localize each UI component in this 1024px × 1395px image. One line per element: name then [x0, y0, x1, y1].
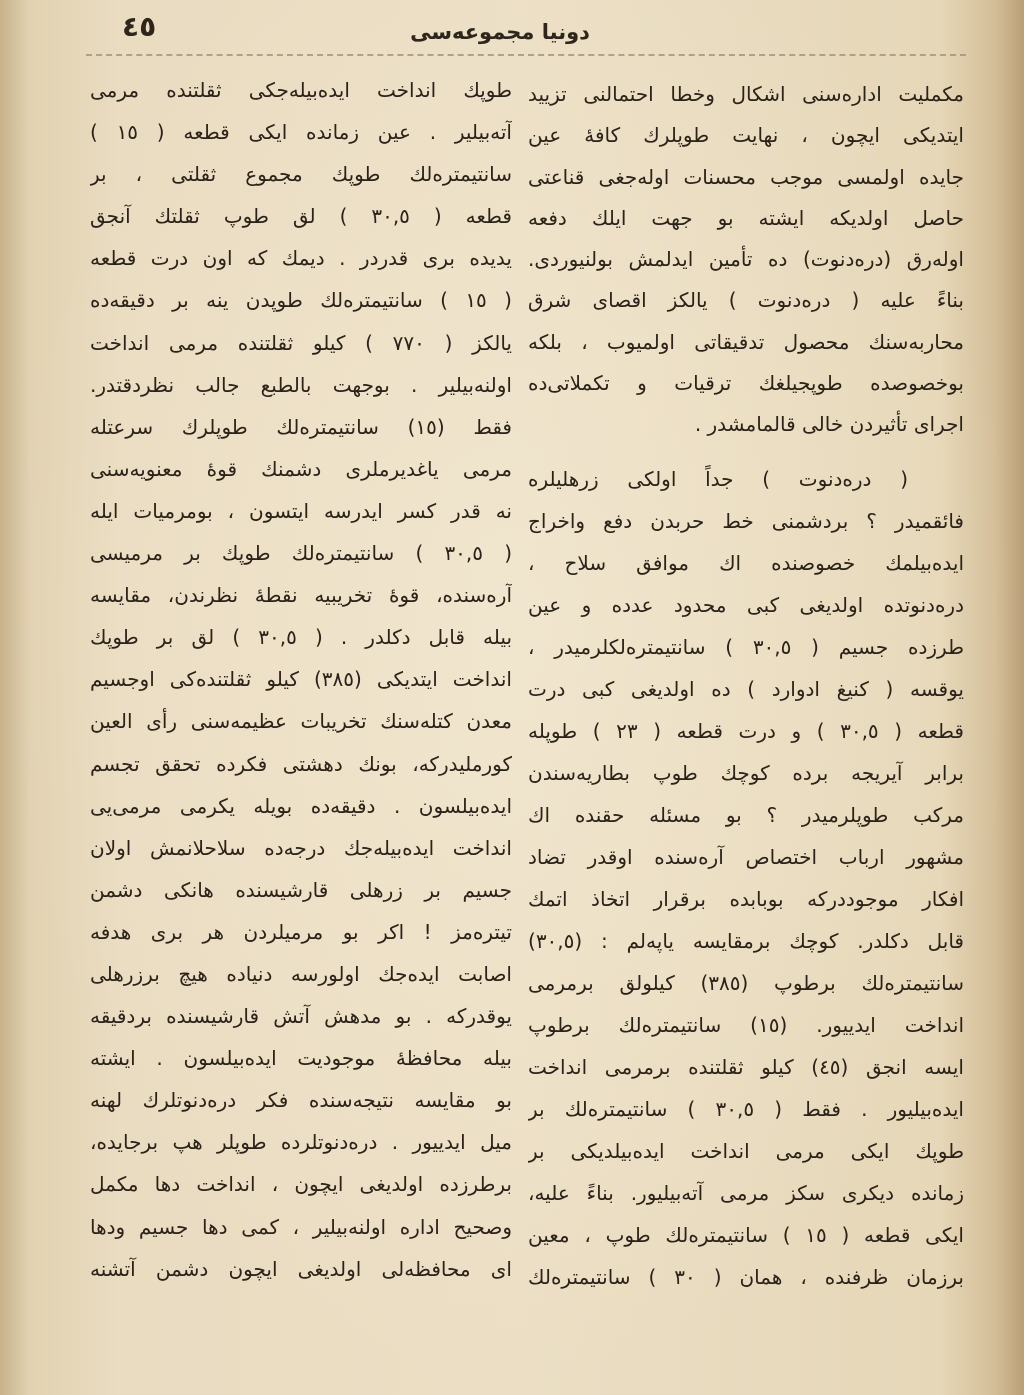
- text-line: ایده‌بیلسون . دقیقه‌ده بویله یکرمی مرمی‌یی: [90, 793, 512, 818]
- text-line: سانتیمتره‌لك طوپك مجموع ثقلتی ، بر: [90, 162, 512, 187]
- paragraph: [528, 74, 964, 446]
- text-line: بیله قابل دکلدر . ( ٣٠,٥ ) لق بر طوپك: [90, 625, 512, 650]
- text-line: میل ایدییور . دره‌دنوتلرده طوپلر هپ برجایده،: [90, 1130, 512, 1155]
- text-line: آره‌سنده، قوهٔ تخریبیه نقطهٔ نظرندن، مقایسه: [90, 583, 512, 608]
- text-line: دره‌دنوتده اولدیغی کبی محدود عدده و عین: [528, 592, 964, 617]
- page-number: ٤٥: [122, 10, 157, 43]
- text-line: یدیده بری قدردر . دیمك که اون درت قطعه: [90, 246, 512, 271]
- text-line: ایتدیکی ایچون ، نهایت طوپلرك کافهٔ عین: [528, 123, 964, 148]
- text-line: زمانده دیکری سکز مرمی آته‌بیلیور. بناءً علیه،: [528, 1180, 964, 1205]
- text-line: یوقدرکه . بو مدهش آتش قارشیسنده بردقیقه: [90, 1004, 512, 1029]
- text-line: جسیم بر زرهلی قارشیسنده هانکی دشمن: [90, 877, 512, 902]
- paragraph: [90, 69, 512, 1290]
- right-column: [528, 74, 964, 1298]
- text-line: کورملیدرکه، بونك دهشتی فکرده تحقق تجسم: [90, 751, 512, 776]
- header-rule: [86, 54, 966, 56]
- paragraph: [528, 458, 964, 1298]
- text-line: ( ١٥ ) سانتیمتره‌لك طوپدن ینه بر دقیقه‌ده: [90, 288, 512, 313]
- text-line: فائقمیدر ؟ بردشمنی خط حربدن دفع واخراج: [528, 508, 964, 533]
- text-line: یوقسه ( کنیغ ادوارد ) ده اولدیغی کبی درت: [528, 676, 964, 701]
- text-line: جایده اولمسی موجب محسنات اوله‌جغی قناعتی: [528, 164, 964, 189]
- text-line: انداخت ایتدیکی (٣٨٥) کیلو ثقلتنده‌کی اوجسیم: [90, 667, 512, 692]
- text-line: افکار موجوددرکه بوبابده برقرار اتخاذ اتمك: [528, 886, 964, 911]
- text-line: مشهور ارباب اختصاص آره‌سنده اوقدر تضاد: [528, 844, 964, 869]
- text-line: بو مقایسه نتیجه‌سنده فکر دره‌دنوتلرك لهنه: [90, 1088, 512, 1113]
- text-line: طرزده جسیم ( ٣٠,٥ ) سانتیمتره‌لکلرمیدر ،: [528, 634, 964, 659]
- text-line: انداخت ایدییور. (١٥) سانتیمتره‌لك برطوپ: [528, 1012, 964, 1037]
- text-line: بیله محافظهٔ موجودیت ایده‌بیلسون . ایشته: [90, 1046, 512, 1071]
- running-title: دونیا مجموعه‌سی: [410, 20, 590, 44]
- text-line: یالکز ( ٧٧٠ ) کیلو ثقلتنده مرمی انداخت: [90, 330, 512, 355]
- text-line: قطعه ( ٣٠,٥ ) لق طوپ ثقلتك آنجق: [90, 204, 512, 229]
- text-line: انداخت ایده‌بیله‌جك درجه‌ده سلاحلانمش اولان: [90, 835, 512, 860]
- text-line: اوله‌رق (دره‌دنوت) ده تأمین ایدلمش بولنیوردی.: [528, 247, 964, 272]
- text-line: اولنه‌بیلیر . بوجهت بالطبع جالب نظردقتدر.: [90, 372, 512, 397]
- text-line: قابل دکلدر. کوچك برمقایسه یاپه‌لم : (٣٠,٥): [528, 928, 964, 953]
- text-line: فقط (١٥) سانتیمتره‌لك طوپلرك سرعتله: [90, 414, 512, 439]
- text-line: برابر آیریجه برده کوچك طوپ بطاریه‌سندن: [528, 760, 964, 785]
- text-line: محاربه‌سنك محصول تدقیقاتی اولمیوب ، بلکه: [528, 329, 964, 354]
- text-line: مکملیت اداره‌سنی اشکال وخطا احتمالنی تزیید: [528, 82, 964, 106]
- text-line: ایده‌بیلمك خصوصنده اك موافق سلاح ،: [528, 550, 964, 575]
- text-line: طوپك ایکی مرمی انداخت ایده‌بیلدیکی بر: [528, 1138, 964, 1163]
- text-line: بناءً علیه ( دره‌دنوت ) یالکز اقصای شرق: [528, 288, 964, 313]
- text-line: معدن کتله‌سنك تخریبات عظیمه‌سنی رأی العین: [90, 709, 512, 734]
- text-line: بوخصوصده طوپجیلغك ترقیات و تکملاتی‌ده: [528, 371, 964, 396]
- text-line: آته‌بیلیر . عین زمانده ایکی قطعه ( ١٥ ): [90, 120, 512, 145]
- text-line: مرکب طوپلرمیدر ؟ بو مسئله حقنده اك: [528, 802, 964, 827]
- text-line: اصابت ایده‌جك اولورسه دنیاده هیچ برزرهلی: [90, 961, 512, 986]
- text-line: مرمی یاغدیرملری دشمنك قوهٔ معنویه‌سنی: [90, 456, 512, 481]
- text-line: وصحیح اداره اولنه‌بیلیر ، کمی دها جسیم ودها: [90, 1214, 512, 1239]
- text-line: ای محافظه‌لی اولدیغی ایچون دشمن آتشنه: [90, 1256, 512, 1281]
- text-line: برطرزده اولدیغی ایچون ، انداخت دها مکمل: [90, 1172, 512, 1197]
- left-column: [90, 69, 512, 1290]
- text-line: ایسه انجق (٤٥) کیلو ثقلتنده برمرمی انداخت: [528, 1054, 964, 1079]
- text-line: ایده‌بیلیور . فقط ( ٣٠,٥ ) سانتیمتره‌لك بر: [528, 1096, 964, 1121]
- text-line: سانتیمتره‌لك برطوپ (٣٨٥) کیلولق برمرمی: [528, 970, 964, 995]
- text-line: طوپك انداخت ایده‌بیله‌جکی ثقلتنده مرمی: [90, 78, 512, 102]
- text-line: ( ٣٠,٥ ) سانتیمتره‌لك طوپك بر مرمیسی: [90, 541, 512, 566]
- text-line: حاصل اولدیکه ایشته بو جهت ایلك دفعه: [528, 205, 964, 230]
- text-line: اجرای تأثیردن خالی قالمامشدر .: [694, 412, 964, 437]
- text-line: ایکی قطعه ( ١٥ ) سانتیمتره‌لك طوپ ، معین: [528, 1222, 964, 1247]
- text-line: تیتره‌مز ! اکر بو مرمیلردن هر بری هدفه: [90, 919, 512, 944]
- text-line: برزمان ظرفنده ، همان ( ٣٠ ) سانتیمتره‌لك: [528, 1264, 964, 1289]
- text-line: قطعه ( ٣٠,٥ ) و درت قطعه ( ٢٣ ) طوپله: [528, 718, 964, 743]
- text-line: ( دره‌دنوت ) جداً اولکی زرهلیلره: [528, 466, 908, 491]
- text-line: نه قدر کسر ایدرسه ایتسون ، بومرمیات ایله: [90, 498, 512, 523]
